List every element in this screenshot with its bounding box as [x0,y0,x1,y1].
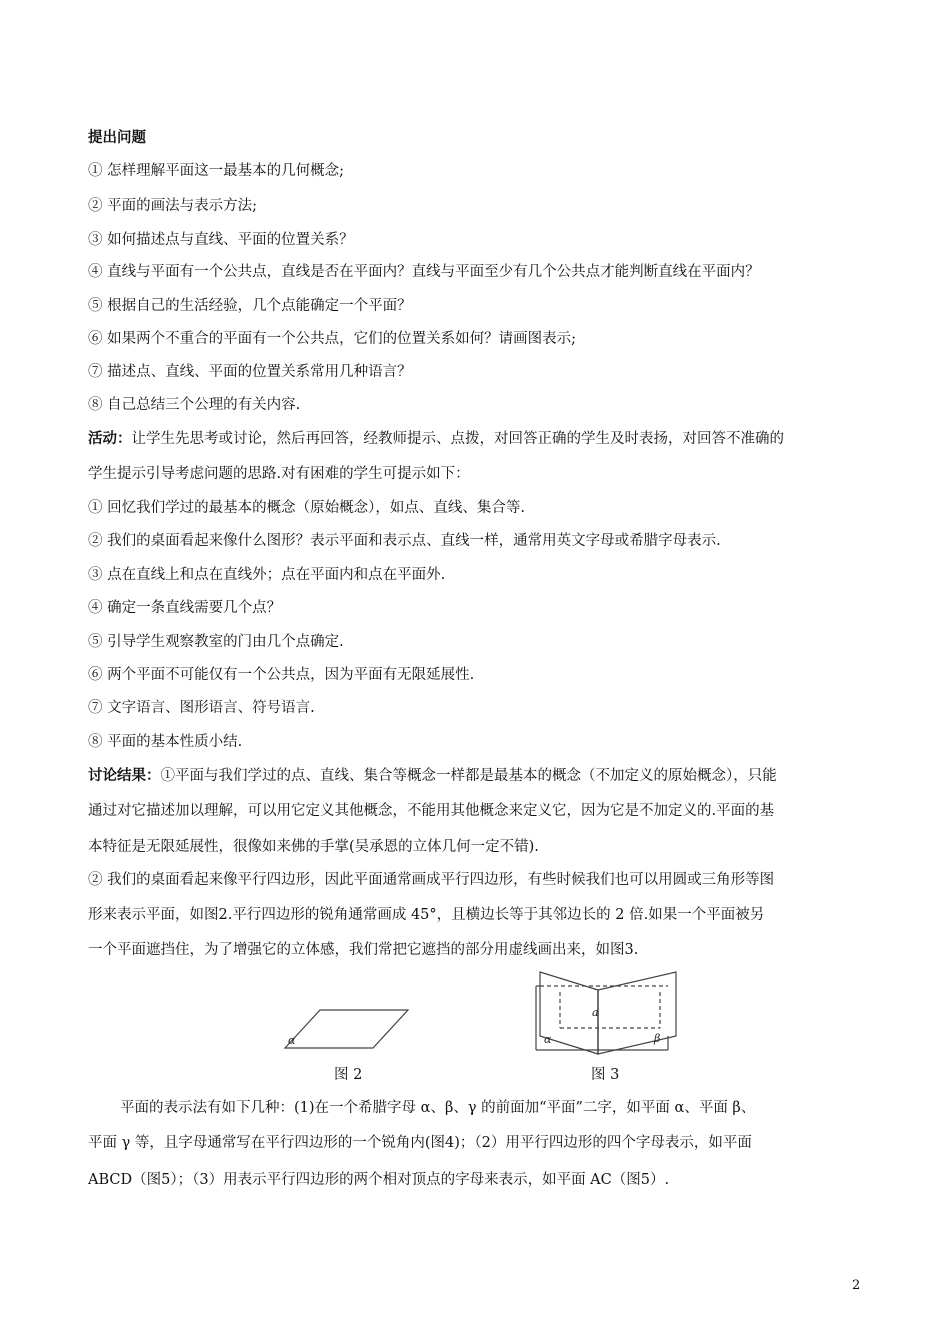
hint-item: ⑥ 两个平面不可能仅有一个公共点，因为平面有无限延展性. [88,667,475,683]
activity-text: 让学生先思考或讨论，然后再回答，经教师提示、点拨，对回答正确的学生及时表扬，对回答不准确的 [131,431,784,447]
hint-item: ③ 点在直线上和点在直线外；点在平面内和点在平面外. [88,567,446,583]
question-item: ⑥ 如果两个不重合的平面有一个公共点，它们的位置关系如何？请画图表示; [88,331,576,347]
discussion-text: 通过对它描述加以理解，可以用它定义其他概念，不能用其他概念来定义它，因为它是不加定义的.平面的基 [88,803,775,819]
figure-3-beta-label: β [654,1032,661,1045]
discussion-text: 本特征是无限延展性，很像如来佛的手掌(吴承恩的立体几何一定不错). [88,839,539,855]
question-item: ⑦ 描述点、直线、平面的位置关系常用几种语言？ [88,364,412,380]
representation-text: 平面的表示法有如下几种：(1)在一个希腊字母 α、β、γ 的前面加“平面”二字，如平面 α、平面 β、 [120,1100,756,1116]
figure-2-caption: 图 2 [334,1067,363,1083]
section-heading: 提出问题 [88,129,146,146]
discussion-paragraph-line [88,766,873,786]
question-item: ① 怎样理解平面这一最基本的几何概念; [88,163,344,179]
figure-2-alpha-label: α [288,1034,296,1047]
discussion-text: ② 我们的桌面看起来像平行四边形，因此平面通常画成平行四边形，有些时候我们也可以用圆或三角形等图 [88,872,775,888]
representation-text: 平面 γ 等，且字母通常写在平行四边形的一个锐角内(图4)；（2）用平行四边形的四个字母表示，如平面 [88,1135,752,1151]
page-number: 2 [852,1278,861,1293]
hint-item: ⑧ 平面的基本性质小结. [88,734,243,750]
discussion-text: ①平面与我们学过的点、直线、集合等概念一样都是最基本的概念（不加定义的原始概念），只能 [160,768,777,784]
representation-text: ABCD（图5）；（3）用表示平行四边形的两个相对顶点的字母来表示，如平面 AC（图5）. [88,1172,670,1188]
question-item: ② 平面的画法与表示方法; [88,198,257,214]
activity-label: 活动： [88,430,132,447]
hint-item: ④ 确定一条直线需要几个点？ [88,600,282,616]
figure-3-alpha-label: α [544,1033,552,1046]
question-item: ⑤ 根据自己的生活经验，几个点能确定一个平面？ [88,298,412,314]
hint-item: ① 回忆我们学过的最基本的概念（原始概念），如点、直线、集合等. [88,500,525,516]
question-item: ⑧ 自己总结三个公理的有关内容. [88,397,301,413]
question-item: ③ 如何描述点与直线、平面的位置关系？ [88,232,354,248]
question-item: ④ 直线与平面有一个公共点，直线是否在平面内？直线与平面至少有几个公共点才能判断直线在平面内？ [88,264,760,280]
figure-3-caption: 图 3 [591,1067,620,1083]
figure-2-parallelogram [285,1010,408,1048]
discussion-label: 讨论结果： [88,767,161,784]
hint-item: ⑤ 引导学生观察教室的门由几个点确定. [88,634,344,650]
activity-paragraph-line [88,429,873,449]
activity-text: 学生提示引导考虑问题的思路.对有困难的学生可提示如下： [88,466,470,482]
discussion-text: 形来表示平面，如图2.平行四边形的锐角通常画成 45°，且横边长等于其邻边长的 2 倍.如果一个平面被另 [88,907,765,923]
hint-item: ⑦ 文字语言、图形语言、符号语言. [88,700,315,716]
figures-svg [270,970,690,1060]
hint-item: ② 我们的桌面看起来像什么图形？表示平面和表示点、直线一样，通常用英文字母或希腊字母表示. [88,533,721,549]
discussion-text: 一个平面遮挡住，为了增强它的立体感，我们常把它遮挡的部分用虚线画出来，如图3. [88,942,639,958]
figure-3-a-label: a [592,1006,599,1019]
